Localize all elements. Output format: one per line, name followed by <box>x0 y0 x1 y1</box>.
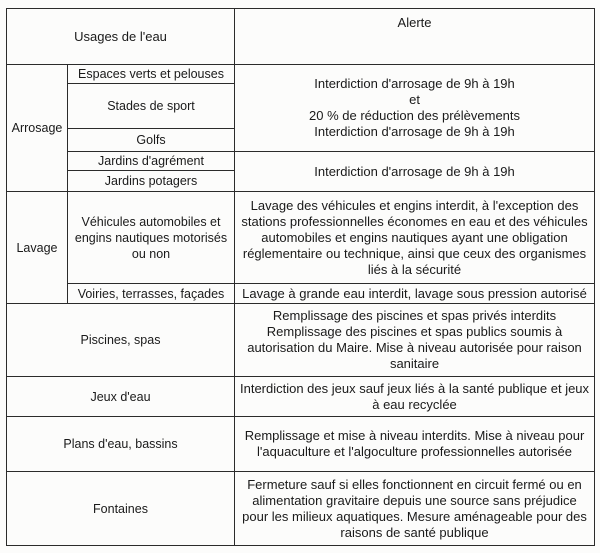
usage-cell <box>68 171 235 192</box>
usage-cell <box>68 84 235 129</box>
usage-label: Espaces verts et pelouses <box>78 67 224 81</box>
usage-label: Piscines, spas <box>80 333 161 347</box>
usage-cell <box>68 129 235 152</box>
usage-label: Stades de sport <box>107 99 195 113</box>
rule-line: Interdiction d'arrosage de 9h à 19h <box>314 124 515 139</box>
table-row <box>7 65 595 84</box>
water-restrictions-table <box>6 8 595 546</box>
alert-rule-cell <box>235 152 595 192</box>
header-usages <box>7 9 235 65</box>
rule-text: Remplissage des piscines et spas privés interdits Remplissage des piscines et spas publics soumis à autorisation du Maire. Mise à niveau autorisée pour raison sanitaire <box>247 308 582 371</box>
table-row <box>7 152 595 171</box>
usage-label: Jeux d'eau <box>90 389 151 404</box>
table-row <box>7 192 595 284</box>
header-alerte <box>235 9 595 65</box>
rule-text: Interdiction des jeux sauf jeux liés à la santé publique et jeux à eau recyclée <box>239 380 590 412</box>
usage-label: Voiries, terrasses, façades <box>77 286 225 301</box>
usage-label: Véhicules automobiles et engins nautiques motorisés ou non <box>74 214 228 261</box>
usage-label: Fontaines <box>93 501 148 516</box>
alert-rule-cell <box>235 377 595 417</box>
alert-rule-cell <box>235 417 595 472</box>
usage-label: Jardins potagers <box>104 174 198 188</box>
rule-text: Lavage des véhicules et engins interdit, à l'exception des stations professionnelles économes en eau et des véhicules automobiles et engins nautiques ayant une obligation réglementaire ou technique, ainsi que ceux des organismes liés à la sécurité <box>241 197 588 277</box>
alert-rule-cell <box>235 192 595 284</box>
usage-label: Plans d'eau, bassins <box>63 437 178 451</box>
header-usages-label: Usages de l'eau <box>74 28 167 44</box>
category-label: Lavage <box>16 240 58 255</box>
table-row <box>7 377 595 417</box>
rule-line: Interdiction d'arrosage de 9h à 19h <box>314 76 515 91</box>
rule-text: Interdiction d'arrosage de 9h à 19h <box>314 163 515 179</box>
rule-line: 20 % de réduction des prélèvements <box>309 108 521 123</box>
table-row <box>7 472 595 546</box>
usage-cell <box>7 377 235 417</box>
usage-cell <box>68 284 235 304</box>
alert-rule-cell <box>235 65 595 152</box>
category-label: Arrosage <box>11 121 63 135</box>
alert-rule-cell <box>235 284 595 304</box>
header-alerte-label: Alerte <box>397 15 432 30</box>
rule-text: Fermeture sauf si elles fonctionnent en circuit fermé ou en alimentation gravitaire depuis une source sans préjudice pour les milieux aquatiques. Mesure aménageable pour des raisons de santé publique <box>242 476 587 540</box>
usage-label: Golfs <box>136 133 166 147</box>
usage-cell <box>7 304 235 377</box>
category-lavage <box>7 192 68 304</box>
usage-cell <box>7 417 235 472</box>
usage-label: Jardins d'agrément <box>98 154 204 168</box>
table-row <box>7 284 595 304</box>
usage-cell <box>68 152 235 171</box>
table-row <box>7 304 595 377</box>
alert-rule-cell <box>235 304 595 377</box>
category-arrosage <box>7 65 68 192</box>
usage-cell <box>68 192 235 284</box>
rule-line: et <box>409 92 420 107</box>
usage-cell <box>7 472 235 546</box>
table-header-row <box>7 9 595 65</box>
rule-text: Remplissage et mise à niveau interdits. Mise à niveau pour l'aquaculture et l'algoculture professionnelles autorisée <box>244 428 585 459</box>
rule-text: Lavage à grande eau interdit, lavage sous pression autorisé <box>242 285 587 301</box>
alert-rule-cell <box>235 472 595 546</box>
usage-cell <box>68 65 235 84</box>
table-row <box>7 417 595 472</box>
